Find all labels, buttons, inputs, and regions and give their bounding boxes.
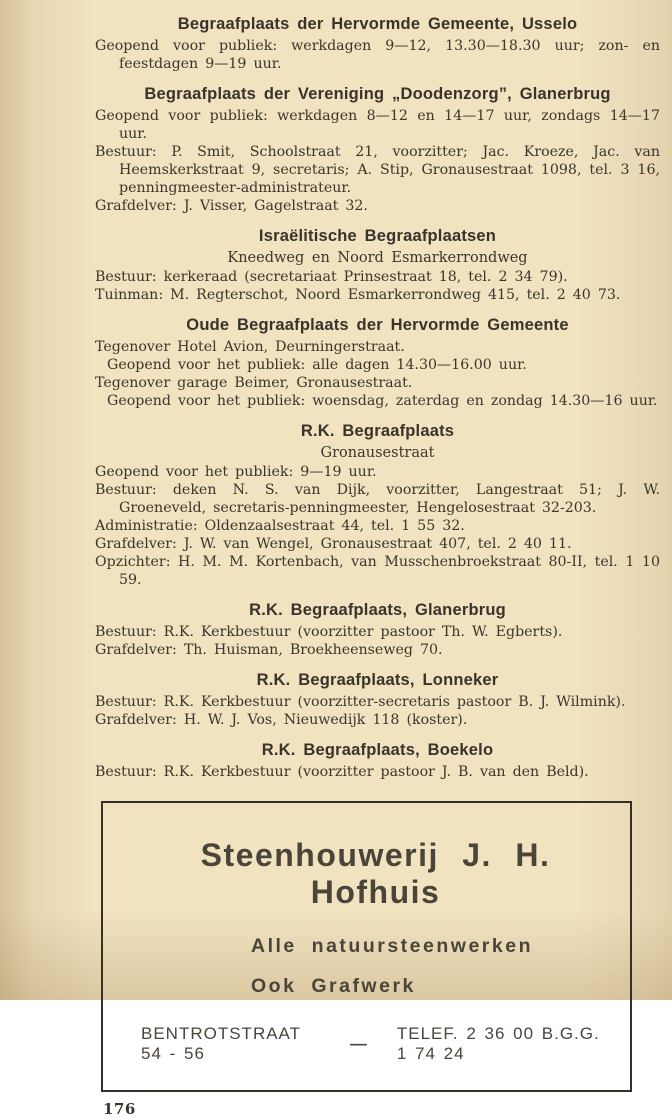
ad-tagline-2: Ook Grafwerk bbox=[251, 975, 416, 997]
section-title: R.K. Begraafplaats, Boekelo bbox=[261, 741, 494, 759]
section-line: Bestuur: kerkeraad (secretariaat Prinsestraat 18, tel. 2 34 79). bbox=[95, 269, 568, 285]
section-rk-lonneker bbox=[95, 671, 660, 729]
section-line: Geopend voor het publiek: woensdag, zaterdag en zondag 14.30—16 uur. bbox=[107, 393, 658, 409]
section-line: Geopend voor het publiek: 9—19 uur. bbox=[95, 464, 377, 480]
section-hervormde-usselo bbox=[95, 15, 660, 73]
section-line: Bestuur: R.K. Kerkbestuur (voorzitter-secretaris pastoor B. J. Wilmink). bbox=[95, 694, 626, 710]
section-rk-boekelo bbox=[95, 741, 660, 781]
ad-address-line bbox=[141, 1024, 612, 1064]
section-line: Grafdelver: J. W. van Wengel, Gronausestraat 407, tel. 2 40 11. bbox=[95, 536, 572, 552]
section-line: Grafdelver: J. Visser, Gagelstraat 32. bbox=[95, 198, 368, 214]
section-title: Begraafplaats der Hervormde Gemeente, Usselo bbox=[177, 15, 578, 33]
section-line: Bestuur: deken N. S. van Dijk, voorzitter, Langestraat 51; J. W. Groeneveld, secretaris-penningmeester, Hengelosestraat 32-203. bbox=[95, 482, 660, 516]
section-line: Tuinman: M. Regterschot, Noord Esmarkerrondweg 415, tel. 2 40 73. bbox=[95, 287, 621, 303]
section-doodenzorg-glanerbrug bbox=[95, 85, 660, 215]
section-title: R.K. Begraafplaats, Glanerbrug bbox=[249, 601, 506, 619]
section-title: R.K. Begraafplaats, Lonneker bbox=[256, 671, 499, 689]
section-line: Geopend voor publiek: werkdagen 8—12 en 14—17 uur, zondags 14—17 uur. bbox=[95, 108, 660, 142]
section-line: Tegenover Hotel Avion, Deurningerstraat. bbox=[95, 339, 405, 355]
section-title: Begraafplaats der Vereniging „Doodenzorg”, Glanerbrug bbox=[144, 85, 611, 103]
section-oude-begraafplaats bbox=[95, 316, 660, 410]
section-title: Oude Begraafplaats der Hervormde Gemeente bbox=[186, 316, 569, 334]
section-israelitische bbox=[95, 227, 660, 304]
section-line: Opzichter: H. M. M. Kortenbach, van Musschenbroekstraat 80-II, tel. 1 10 59. bbox=[95, 554, 660, 588]
ad-dash-separator: — bbox=[349, 1034, 367, 1053]
section-title: R.K. Begraafplaats bbox=[300, 422, 455, 440]
ad-tagline-1: Alle natuursteenwerken bbox=[251, 935, 533, 957]
section-rk-gronausestraat bbox=[95, 422, 660, 589]
section-subtitle: Gronausestraat bbox=[320, 445, 435, 461]
text-column bbox=[95, 15, 660, 1118]
section-line: Grafdelver: H. W. J. Vos, Nieuwedijk 118 (koster). bbox=[95, 712, 468, 728]
section-title: Israëlitische Begraafplaatsen bbox=[258, 227, 497, 245]
section-line: Tegenover garage Beimer, Gronausestraat. bbox=[95, 375, 413, 391]
advertiser-name: Steenhouwerij J. H. Hofhuis bbox=[200, 837, 551, 910]
section-line: Geopend voor publiek: werkdagen 9—12, 13.30—18.30 uur; zon- en feestdagen 9—19 uur. bbox=[95, 38, 660, 72]
advertisement-box bbox=[101, 801, 632, 1092]
ad-street: BENTROTSTRAAT 54 - 56 bbox=[141, 1024, 301, 1063]
section-line: Bestuur: R.K. Kerkbestuur (voorzitter pastoor J. B. van den Beld). bbox=[95, 764, 589, 780]
section-line: Administratie: Oldenzaalsestraat 44, tel. 1 55 32. bbox=[95, 518, 465, 534]
section-line: Bestuur: P. Smit, Schoolstraat 21, voorzitter; Jac. Kroeze, Jac. van Heemskerkstraat 9, secretaris; A. Stip, Gronausestraat 1098, tel. 3 16, penningmeester-administrateur. bbox=[95, 144, 660, 196]
ad-phone: TELEF. 2 36 00 B.G.G. 1 74 24 bbox=[396, 1024, 600, 1063]
section-subtitle: Kneedweg en Noord Esmarkerrondweg bbox=[227, 250, 528, 266]
section-line: Grafdelver: Th. Huisman, Broekheenseweg 70. bbox=[95, 642, 443, 658]
section-line: Geopend voor het publiek: alle dagen 14.30—16.00 uur. bbox=[107, 357, 527, 373]
section-line: Bestuur: R.K. Kerkbestuur (voorzitter pastoor Th. W. Egberts). bbox=[95, 624, 563, 640]
page-number: 176 bbox=[103, 1100, 136, 1118]
section-rk-glanerbrug bbox=[95, 601, 660, 659]
